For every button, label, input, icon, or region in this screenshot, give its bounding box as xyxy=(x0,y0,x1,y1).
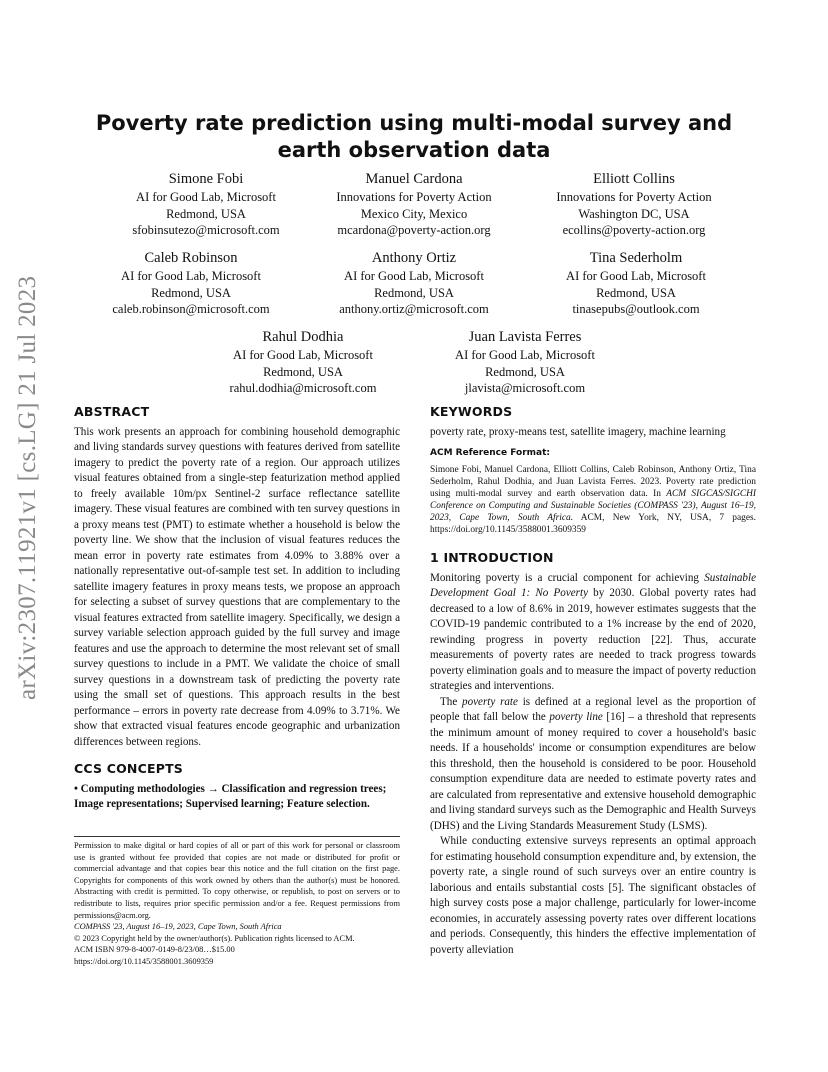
author-email: caleb.robinson@microsoft.com xyxy=(112,302,270,316)
author-affiliation: AI for Good Lab, Microsoft xyxy=(136,190,276,204)
author-location: Redmond, USA xyxy=(596,285,676,300)
permission-footnote xyxy=(74,836,400,968)
conference-venue: COMPASS '23, August 16–19, 2023, Cape Town, South Africa xyxy=(74,922,282,932)
abstract-text: This work presents an approach for combining household demographic and living standards survey questions with features derived from satellite imagery to predict the poverty rate of a region. Our approach utilizes visual features obtained from a single-step featurization method applied to freely available 10m/px Sentinel-2 surface reflectance satellite imagery. These visual features are combined with ten survey questions in a proxy means test (PMT) to estimate whether a household is below the poverty line. We show that the inclusion of visual features reduces the mean error in poverty rate estimates from 4.09% to 3.88% over a nationally representative out-of-sample test set. In addition to including satellite imagery features in proxy means tests, we propose an approach for selecting a subset of survey questions that are complementary to the visual features extracted from satellite imagery. Specifically, we design a survey variable selection approach guided by the full survey and image features and use the approach to determine the most relevant set of small survey questions to include in a PMT. We validate the choice of small survey questions in a downstream task of predicting the poverty rate using the small set of questions. This approach results in the best performance – errors in poverty rate decrease from 4.09% to 3.71%. We show that extracted visual features encode geographic and urbanization differences between regions. xyxy=(74,425,400,748)
author-block xyxy=(514,170,754,239)
author-email: mcardona@poverty-action.org xyxy=(337,223,491,237)
author-affiliation: Innovations for Poverty Action xyxy=(556,190,712,204)
author-affiliation: Innovations for Poverty Action xyxy=(336,190,492,204)
author-location: Redmond, USA xyxy=(263,364,343,379)
intro-paragraph-2 xyxy=(430,695,756,835)
ccs-heading: CCS CONCEPTS xyxy=(74,761,183,776)
author-email: anthony.ortiz@microsoft.com xyxy=(339,302,489,316)
author-name: Tina Sederholm xyxy=(589,250,683,266)
author-block xyxy=(294,249,534,318)
intro-text: Monitoring poverty is a crucial component for achieving xyxy=(430,571,699,584)
author-location: Mexico City, Mexico xyxy=(360,206,468,221)
author-name: Elliott Collins xyxy=(593,171,675,187)
intro-text: by 2030. Global poverty rates had decreased to a low of 8.6% in 2019, however estimates suggests that the COVID-19 pandemic contributed to a 1% increase by the end of 2020, rewinding progress in poverty reduction [22]. Thus, accurate measurements of poverty rates are needed to track progress towards poverty elimination goals and to measure the impact of poverty reduction strategies and interventions. xyxy=(430,587,756,693)
acm-reference-authors: Simone Fobi, Manuel Cardona, Elliott Collins, Caleb Robinson, Anthony Ortiz, Tina Sederholm, Rahul Dodhia, and Juan Lavista Ferres. 2023. Poverty rate prediction using multi-modal survey and earth observation data. In xyxy=(430,464,756,499)
author-email: sfobinsutezo@microsoft.com xyxy=(132,223,280,237)
author-location: Redmond, USA xyxy=(151,285,231,300)
author-affiliation: AI for Good Lab, Microsoft xyxy=(566,269,706,283)
author-location: Redmond, USA xyxy=(374,285,454,300)
author-affiliation: AI for Good Lab, Microsoft xyxy=(455,348,595,362)
author-name: Anthony Ortiz xyxy=(371,250,457,266)
author-location: Washington DC, USA xyxy=(578,206,690,221)
term-poverty-rate: poverty rate xyxy=(462,695,518,708)
acm-reference-venue: ACM SIGCAS/SIGCHI Conference on Computing and Sustainable Societies (COMPASS '23), August 16–19, 2023, Cape Town, South Africa. xyxy=(430,488,757,523)
doi-link[interactable]: https://doi.org/10.1145/3588001.3609359 xyxy=(74,956,214,966)
permission-text: Permission to make digital or hard copies of all or part of this work for personal or classroom use is granted without fee provided that copies are not made or distributed for profit or commercial advantage and that copies bear this notice and the full citation on the first page. Copyrights for components of this work owned by others than the author(s) must be honored. Abstracting with credit is permitted. To copy otherwise, or republish, to post on servers or to redistribute to lists, requires prior specific permission and/or a fee. Request permissions from permissions@acm.org. xyxy=(74,841,400,920)
abstract-heading: ABSTRACT xyxy=(74,404,150,419)
intro-paragraph-3: While conducting extensive surveys represents an optimal approach for estimating household consumption expenditure and, by extension, the poverty rate, a single round of such surveys over an entire country is laborious and entails substantial costs [5]. The significant obstacles of high survey costs pose a major challenge, particularly for lower-income economies, in accurately assessing poverty rates over different locations and periods. Consequently, this hinders the effective implementation of poverty alleviation xyxy=(430,835,756,956)
author-block xyxy=(294,170,534,239)
keywords-heading: KEYWORDS xyxy=(430,404,513,419)
ccs-concepts: • Computing methodologies → Classification and regression trees; Image representations; Supervised learning; Feature selection. xyxy=(74,782,387,810)
copyright-line: © 2023 Copyright held by the owner/author(s). Publication rights licensed to ACM. xyxy=(74,933,355,943)
intro-text: is defined at a regional level as the proportion of people that fall below the xyxy=(430,695,756,724)
left-column xyxy=(74,404,400,813)
author-block xyxy=(71,249,311,318)
author-email: jlavista@microsoft.com xyxy=(464,381,586,395)
author-email: ecollins@poverty-action.org xyxy=(562,223,706,237)
author-name: Caleb Robinson xyxy=(144,250,238,266)
author-block xyxy=(405,328,645,397)
intro-text: The xyxy=(440,695,458,708)
author-block xyxy=(86,170,326,239)
author-block xyxy=(183,328,423,397)
term-poverty-line: poverty line xyxy=(549,711,603,724)
intro-text: [16] – a threshold that represents the minimum amount of money required to cover a household's basic needs. If a households' income or consumption expenditures are below this threshold, then the household is considered to be poor. Household consumption expenditure data are needed to estimate poverty rates and are calculated from representative and extensive household demographic and living standard surveys such as the Demographic and Health Surveys (DHS) and the Living Standards Measurement Study (LSMS). xyxy=(430,711,756,832)
isbn-line: ACM ISBN 979-8-4007-0149-8/23/08…$15.00 xyxy=(74,945,235,955)
author-name: Manuel Cardona xyxy=(365,171,463,187)
acm-reference-tail: ACM, New York, NY, USA, 7 pages. https://doi.org/10.1145/3588001.3609359 xyxy=(430,512,756,535)
author-affiliation: AI for Good Lab, Microsoft xyxy=(121,269,261,283)
keywords-text: poverty rate, proxy-means test, satellite imagery, machine learning xyxy=(430,425,726,438)
acm-reference xyxy=(430,464,756,537)
acm-reference-heading: ACM Reference Format: xyxy=(430,448,550,458)
paper-title: Poverty rate prediction using multi-modal survey and earth observation data xyxy=(95,111,733,162)
author-name: Juan Lavista Ferres xyxy=(468,329,582,345)
author-affiliation: AI for Good Lab, Microsoft xyxy=(344,269,484,283)
author-location: Redmond, USA xyxy=(485,364,565,379)
introduction-heading: 1 INTRODUCTION xyxy=(430,550,554,566)
author-name: Simone Fobi xyxy=(168,171,244,187)
author-affiliation: AI for Good Lab, Microsoft xyxy=(233,348,373,362)
sdg-goal: Sustainable Development Goal 1: No Poverty xyxy=(430,571,756,600)
author-email: rahul.dodhia@microsoft.com xyxy=(229,381,377,395)
author-location: Redmond, USA xyxy=(166,206,246,221)
author-email: tinasepubs@outlook.com xyxy=(572,302,700,316)
author-name: Rahul Dodhia xyxy=(262,329,344,345)
intro-paragraph-1 xyxy=(430,571,756,695)
right-column xyxy=(430,404,756,958)
arxiv-identifier: arXiv:2307.11921v1 [cs.LG] 21 Jul 2023 xyxy=(14,275,41,700)
author-block xyxy=(516,249,756,318)
